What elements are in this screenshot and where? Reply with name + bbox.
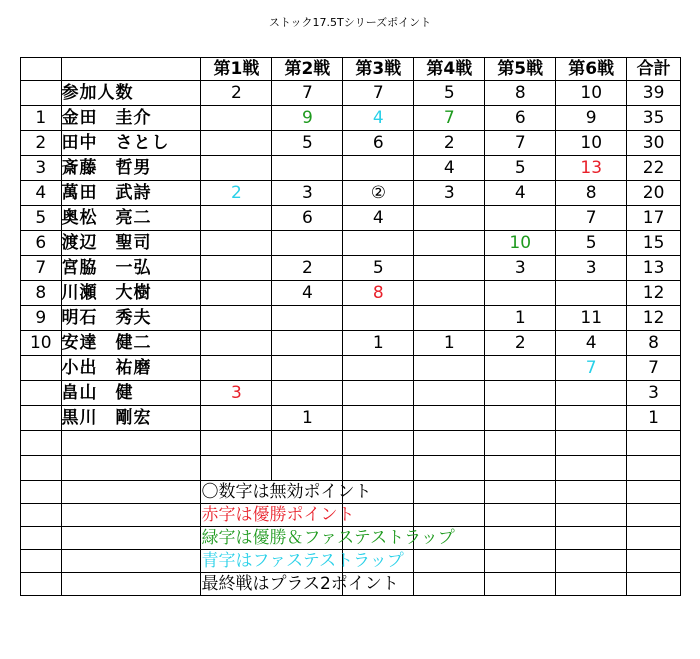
score-cell — [414, 281, 485, 306]
score-cell: 6 — [272, 206, 343, 231]
blank-cell — [556, 481, 627, 504]
rank-cell — [21, 381, 62, 406]
rank-cell: 5 — [21, 206, 62, 231]
participants-label: 参加人数 — [61, 81, 201, 106]
score-cell: 4 — [272, 281, 343, 306]
blank-cell — [414, 456, 485, 481]
points-table — [20, 57, 681, 596]
score-cell: ② — [343, 181, 414, 206]
blank-cell — [61, 481, 201, 504]
score-cell — [343, 406, 414, 431]
blank-cell — [343, 456, 414, 481]
rank-cell: 3 — [21, 156, 62, 181]
table-row — [21, 406, 681, 431]
sheet-title: ストック17.5Tシリーズポイント — [268, 16, 432, 29]
score-cell — [201, 231, 272, 256]
driver-name: 宮脇 一弘 — [61, 256, 201, 281]
score-cell: 7 — [414, 106, 485, 131]
driver-name: 奥松 亮二 — [61, 206, 201, 231]
legend-text: 青字はファステストラップ — [201, 551, 404, 571]
rank-cell: 8 — [21, 281, 62, 306]
blank-cell — [61, 58, 201, 81]
score-cell — [556, 381, 627, 406]
blank-row — [21, 456, 681, 481]
legend-row — [21, 481, 681, 504]
rank-cell: 10 — [21, 331, 62, 356]
score-cell — [272, 356, 343, 381]
blank-cell — [556, 431, 627, 456]
total-cell: 1 — [627, 406, 681, 431]
legend-row — [21, 550, 681, 573]
participant-count: 7 — [272, 81, 343, 106]
score-cell: 11 — [556, 306, 627, 331]
score-cell — [414, 356, 485, 381]
score-cell — [272, 306, 343, 331]
score-cell: 9 — [272, 106, 343, 131]
blank-cell — [414, 504, 485, 527]
blank-cell — [21, 573, 62, 596]
legend-text: 〇数字は無効ポイント — [201, 482, 372, 502]
driver-name: 田中 さとし — [61, 131, 201, 156]
total-cell: 20 — [627, 181, 681, 206]
score-cell: 4 — [485, 181, 556, 206]
round-header: 第2戦 — [272, 58, 343, 81]
score-cell — [343, 356, 414, 381]
table-row — [21, 131, 681, 156]
score-cell: 2 — [485, 331, 556, 356]
blank-cell — [414, 550, 485, 573]
score-cell: 4 — [343, 206, 414, 231]
score-cell — [485, 281, 556, 306]
score-cell — [485, 206, 556, 231]
blank-cell — [414, 431, 485, 456]
rank-cell: 4 — [21, 181, 62, 206]
blank-cell — [61, 527, 201, 550]
blank-cell — [61, 431, 201, 456]
rank-cell: 6 — [21, 231, 62, 256]
score-cell: 7 — [556, 206, 627, 231]
total-cell: 12 — [627, 306, 681, 331]
score-cell — [201, 331, 272, 356]
score-cell — [556, 281, 627, 306]
total-cell: 35 — [627, 106, 681, 131]
blank-cell — [556, 456, 627, 481]
blank-cell — [61, 456, 201, 481]
score-cell: 2 — [201, 181, 272, 206]
table-row — [21, 206, 681, 231]
driver-name: 黒川 剛宏 — [61, 406, 201, 431]
driver-name: 畠山 健 — [61, 381, 201, 406]
blank-cell — [61, 573, 201, 596]
score-cell: 13 — [556, 156, 627, 181]
blank-cell — [485, 431, 556, 456]
blank-cell — [272, 431, 343, 456]
header-row — [21, 58, 681, 81]
score-cell: 1 — [272, 406, 343, 431]
total-cell: 12 — [627, 281, 681, 306]
rank-cell — [21, 406, 62, 431]
rank-cell — [21, 356, 62, 381]
score-cell: 5 — [343, 256, 414, 281]
score-cell: 7 — [556, 356, 627, 381]
table-row — [21, 181, 681, 206]
table-row — [21, 306, 681, 331]
table-row — [21, 356, 681, 381]
score-cell: 4 — [556, 331, 627, 356]
table-row — [21, 106, 681, 131]
score-cell — [272, 156, 343, 181]
blank-cell — [201, 456, 272, 481]
score-cell — [201, 156, 272, 181]
blank-cell — [21, 527, 62, 550]
blank-cell — [21, 550, 62, 573]
score-cell: 6 — [343, 131, 414, 156]
blank-cell — [21, 456, 62, 481]
table-row — [21, 331, 681, 356]
score-cell — [414, 231, 485, 256]
participant-count: 10 — [556, 81, 627, 106]
score-cell: 2 — [272, 256, 343, 281]
score-cell: 10 — [556, 131, 627, 156]
round-header: 第3戦 — [343, 58, 414, 81]
score-cell — [343, 231, 414, 256]
score-cell: 3 — [201, 381, 272, 406]
score-cell: 4 — [343, 106, 414, 131]
score-cell: 1 — [485, 306, 556, 331]
round-header: 第4戦 — [414, 58, 485, 81]
score-cell: 6 — [485, 106, 556, 131]
score-cell — [272, 331, 343, 356]
blank-cell — [485, 504, 556, 527]
score-cell — [485, 406, 556, 431]
score-cell — [201, 306, 272, 331]
table-row — [21, 231, 681, 256]
driver-name: 萬田 武詩 — [61, 181, 201, 206]
participant-total: 39 — [627, 81, 681, 106]
total-cell: 13 — [627, 256, 681, 281]
score-cell: 3 — [556, 256, 627, 281]
score-cell — [414, 206, 485, 231]
blank-cell — [556, 550, 627, 573]
blank-row — [21, 431, 681, 456]
blank-cell — [21, 481, 62, 504]
legend-row — [21, 527, 681, 550]
driver-name: 安達 健二 — [61, 331, 201, 356]
table-row — [21, 256, 681, 281]
score-cell — [201, 131, 272, 156]
driver-name: 小出 祐磨 — [61, 356, 201, 381]
total-header: 合計 — [627, 58, 681, 81]
score-cell: 8 — [343, 281, 414, 306]
score-cell: 3 — [485, 256, 556, 281]
blank-cell — [556, 573, 627, 596]
driver-name: 金田 圭介 — [61, 106, 201, 131]
rank-cell: 9 — [21, 306, 62, 331]
score-cell: 5 — [556, 231, 627, 256]
score-cell — [343, 156, 414, 181]
rank-cell: 7 — [21, 256, 62, 281]
blank-cell — [627, 527, 681, 550]
participant-count: 2 — [201, 81, 272, 106]
blank-cell — [627, 550, 681, 573]
score-cell: 1 — [414, 331, 485, 356]
score-cell — [201, 406, 272, 431]
score-cell: 5 — [485, 156, 556, 181]
blank-cell — [485, 527, 556, 550]
blank-cell — [627, 481, 681, 504]
round-header: 第5戦 — [485, 58, 556, 81]
driver-name: 明石 秀夫 — [61, 306, 201, 331]
score-cell — [414, 256, 485, 281]
score-cell: 5 — [272, 131, 343, 156]
score-cell: 8 — [556, 181, 627, 206]
rank-cell: 2 — [21, 131, 62, 156]
blank-cell — [627, 431, 681, 456]
score-cell: 1 — [343, 331, 414, 356]
blank-cell — [414, 481, 485, 504]
blank-cell — [485, 481, 556, 504]
total-cell: 17 — [627, 206, 681, 231]
score-cell — [485, 356, 556, 381]
legend-text: 赤字は優勝ポイント — [201, 505, 355, 525]
blank-cell — [556, 527, 627, 550]
score-cell — [485, 381, 556, 406]
blank-cell — [272, 456, 343, 481]
blank-cell — [627, 456, 681, 481]
blank-cell — [414, 573, 485, 596]
blank-cell — [343, 431, 414, 456]
score-cell: 4 — [414, 156, 485, 181]
score-cell — [556, 406, 627, 431]
total-cell: 22 — [627, 156, 681, 181]
blank-cell — [485, 550, 556, 573]
total-cell: 7 — [627, 356, 681, 381]
driver-name: 渡辺 聖司 — [61, 231, 201, 256]
score-cell — [414, 306, 485, 331]
blank-cell — [21, 58, 62, 81]
legend-row — [21, 504, 681, 527]
rank-cell: 1 — [21, 106, 62, 131]
blank-cell — [627, 504, 681, 527]
round-header: 第6戦 — [556, 58, 627, 81]
total-cell: 30 — [627, 131, 681, 156]
blank-cell — [201, 431, 272, 456]
round-header: 第1戦 — [201, 58, 272, 81]
score-cell: 10 — [485, 231, 556, 256]
total-cell: 15 — [627, 231, 681, 256]
score-cell — [201, 281, 272, 306]
participants-row — [21, 81, 681, 106]
blank-cell — [61, 550, 201, 573]
score-cell — [414, 406, 485, 431]
score-cell — [201, 206, 272, 231]
score-cell — [343, 381, 414, 406]
score-cell — [201, 106, 272, 131]
total-cell: 8 — [627, 331, 681, 356]
score-cell: 7 — [485, 131, 556, 156]
blank-cell — [61, 504, 201, 527]
participant-count: 5 — [414, 81, 485, 106]
participant-count: 7 — [343, 81, 414, 106]
legend-text: 緑字は優勝＆ファステストラップ — [201, 528, 455, 548]
legend-text: 最終戦はプラス2ポイント — [201, 574, 399, 594]
score-cell: 9 — [556, 106, 627, 131]
blank-cell — [21, 504, 62, 527]
score-cell — [272, 231, 343, 256]
blank-cell — [556, 504, 627, 527]
blank-cell — [21, 81, 62, 106]
score-cell — [272, 381, 343, 406]
table-row — [21, 156, 681, 181]
total-cell: 3 — [627, 381, 681, 406]
table-row — [21, 281, 681, 306]
blank-cell — [485, 456, 556, 481]
driver-name: 川瀬 大樹 — [61, 281, 201, 306]
score-cell: 3 — [414, 181, 485, 206]
blank-cell — [627, 573, 681, 596]
score-cell — [414, 381, 485, 406]
score-cell — [201, 256, 272, 281]
legend-row — [21, 573, 681, 596]
blank-cell — [485, 573, 556, 596]
participant-count: 8 — [485, 81, 556, 106]
table-row — [21, 381, 681, 406]
score-cell: 3 — [272, 181, 343, 206]
blank-cell — [21, 431, 62, 456]
score-cell — [343, 306, 414, 331]
driver-name: 斎藤 哲男 — [61, 156, 201, 181]
score-cell — [201, 356, 272, 381]
score-cell: 2 — [414, 131, 485, 156]
